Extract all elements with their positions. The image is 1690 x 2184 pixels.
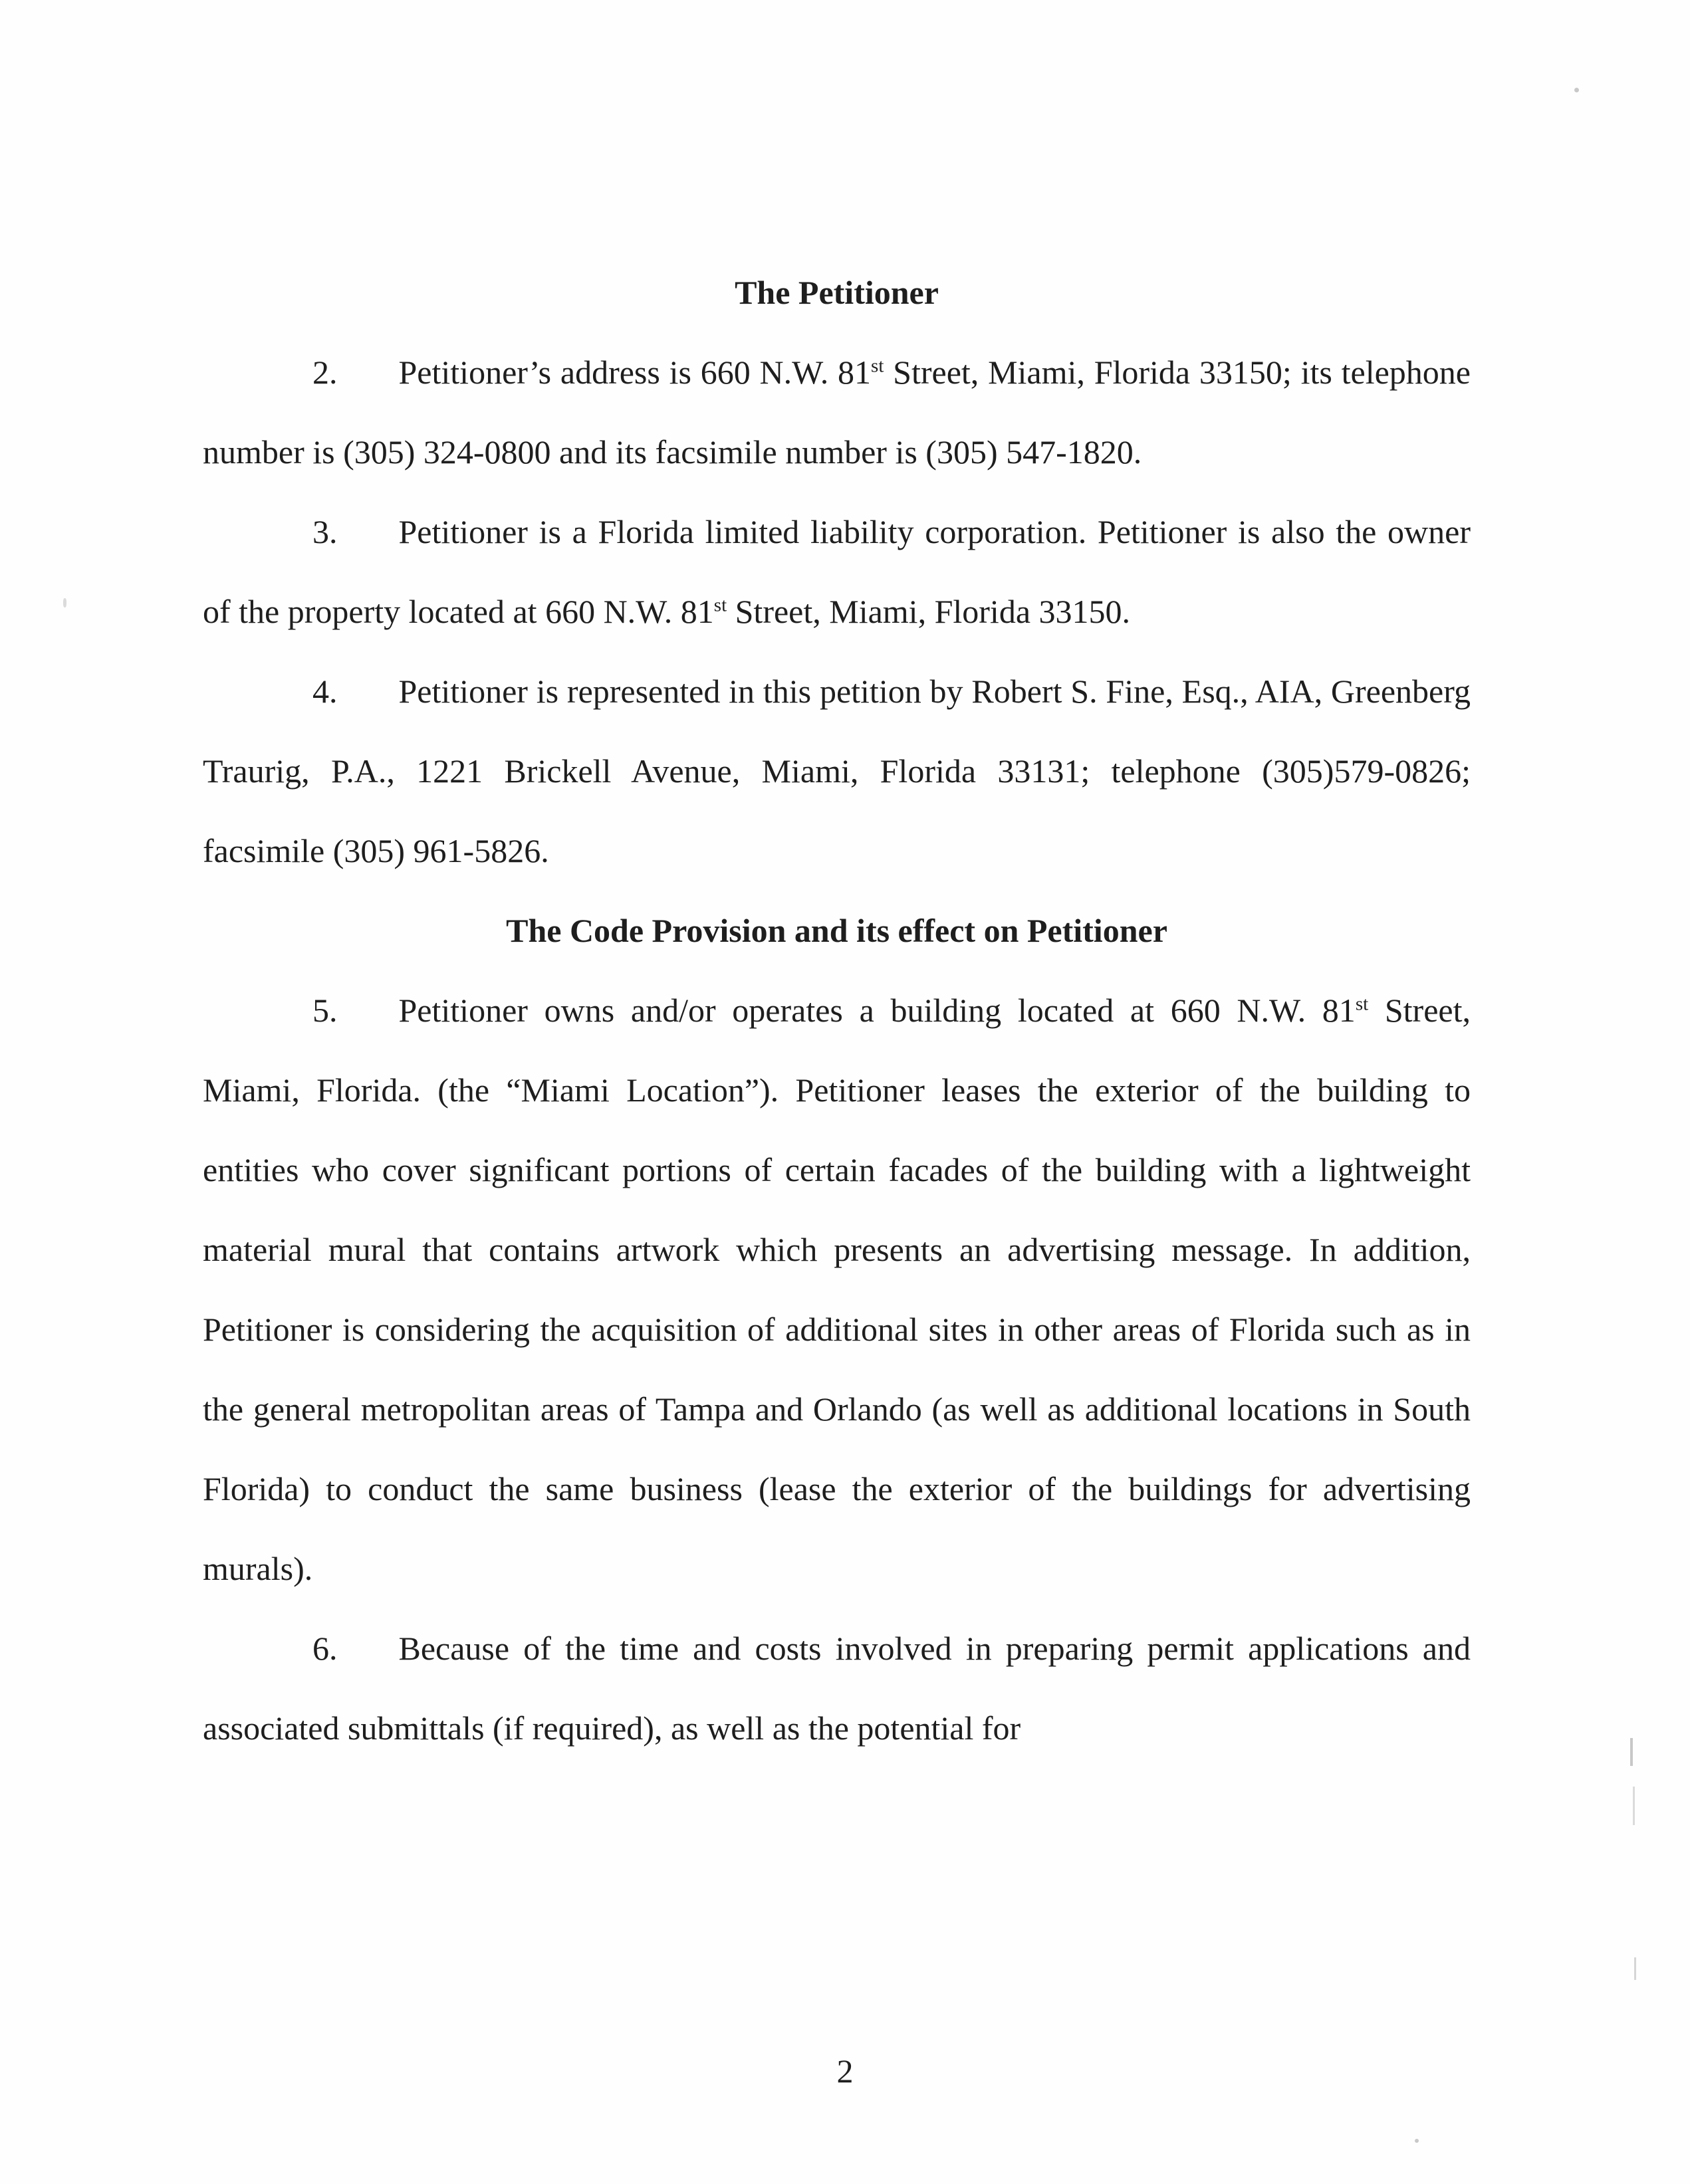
ordinal-superscript: st: [871, 355, 884, 377]
scan-artifact: [1574, 88, 1579, 92]
scan-artifact: [1630, 1738, 1633, 1766]
paragraph-text: Street, Miami, Florida. (the “Miami Location”). Petitioner leases the exterior of the building to entities who cover significant portions of certain facades of the building with a lightweight material mural that contains artwork which presents an advertising message. In addition, Petitioner is considering the acquisition of additional sites in other areas of Florida such as in the general metropolitan areas of Tampa and Orlando (as well as additional locations in South Florida) to conduct the same business (lease the exterior of the buildings for advertising murals).: [203, 992, 1471, 1587]
paragraph-number: 5.: [312, 992, 338, 1029]
paragraph-4: [203, 651, 1471, 891]
section-heading-code-provision: The Code Provision and its effect on Petitioner: [506, 912, 1167, 949]
paragraph-number: 4.: [312, 673, 338, 710]
paragraph-text: Petitioner is represented in this petition by Robert S. Fine, Esq., AIA, Greenberg Traurig, P.A., 1221 Brickell Avenue, Miami, Florida 33131; telephone (305)579-0826; facsimile (305) 961-5826.: [203, 673, 1471, 869]
paragraph-text: Because of the time and costs involved in preparing permit applications and associated submittals (if required), as well as the potential for: [203, 1630, 1471, 1747]
page-number: 2: [836, 2052, 854, 2090]
paragraph-2: [203, 332, 1471, 492]
paragraph-number: 2.: [312, 354, 338, 391]
paragraph-text: Petitioner’s address is 660 N.W. 81: [398, 354, 872, 391]
paragraph-5: [203, 970, 1471, 1608]
paragraph-text: Petitioner is a Florida limited liability corporation. Petitioner is also the owner of the property located at 660 N.W. 81: [203, 513, 1471, 630]
paragraph-text: Petitioner owns and/or operates a building located at 660 N.W. 81: [398, 992, 1356, 1029]
ordinal-superscript: st: [713, 594, 727, 616]
scan-artifact: [1634, 1957, 1636, 1980]
scan-artifact: [1633, 1787, 1635, 1825]
paragraph-text: Street, Miami, Florida 33150.: [727, 593, 1131, 630]
paragraph-number: 6.: [312, 1630, 338, 1667]
scan-artifact: [63, 598, 66, 607]
paragraph-3: [203, 492, 1471, 651]
ordinal-superscript: st: [1355, 993, 1369, 1015]
scan-artifact: [1415, 2139, 1419, 2143]
paragraph-text: Street, Miami, Florida 33150; its telephone number is (305) 324-0800 and its facsimile number is (305) 547-1820.: [203, 354, 1471, 471]
section-heading-petitioner: The Petitioner: [735, 274, 939, 311]
paragraph-6: [203, 1608, 1471, 1768]
paragraph-number: 3.: [312, 513, 338, 550]
